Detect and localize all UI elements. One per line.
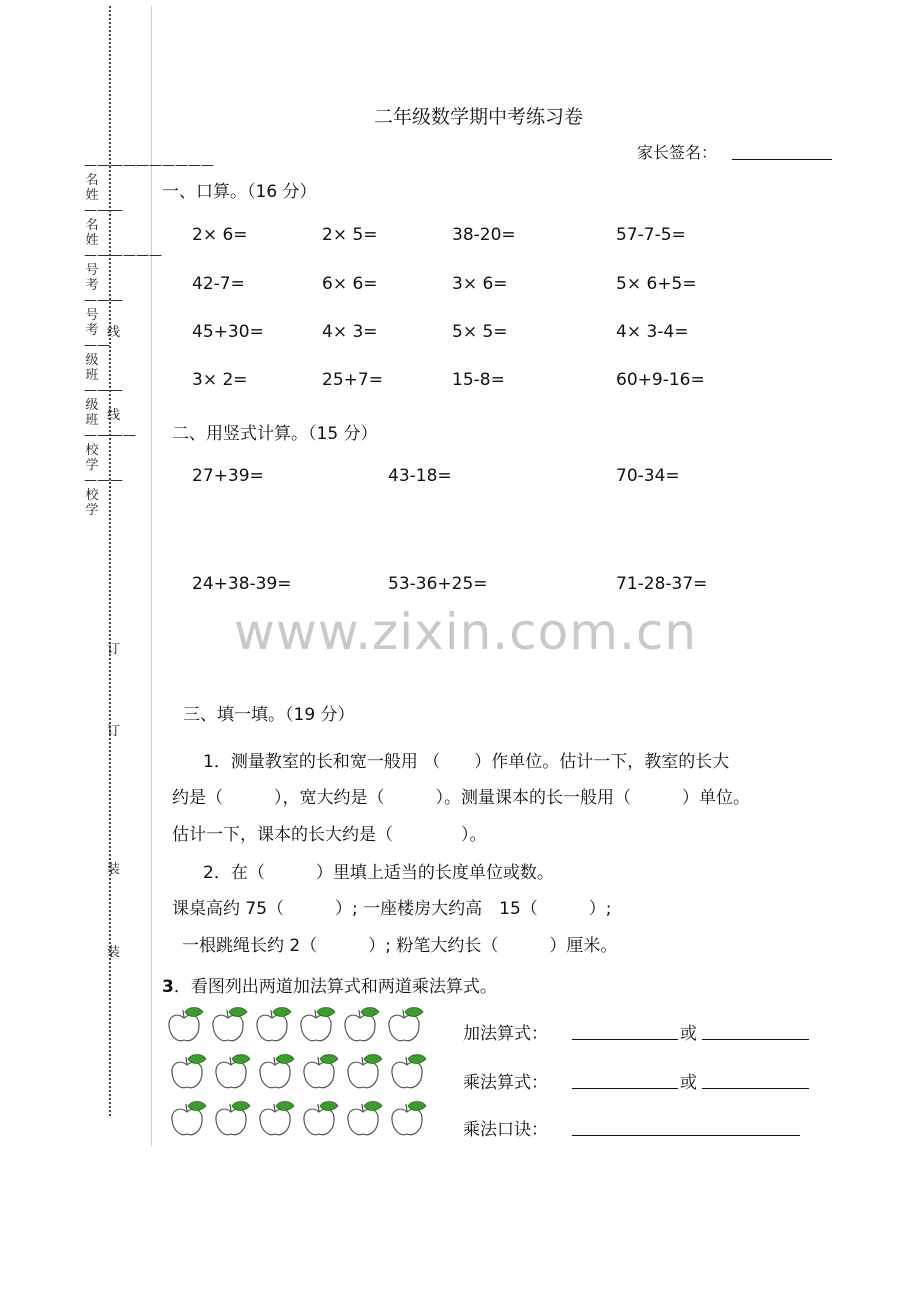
apple-icon xyxy=(168,1053,208,1093)
times-table-answer[interactable] xyxy=(572,1116,800,1136)
parent-signature-blank[interactable] xyxy=(732,142,832,160)
apple-icon xyxy=(341,1006,381,1046)
mental-math-item: 38-20= xyxy=(452,225,516,245)
mental-math-item: 3× 2= xyxy=(192,370,248,390)
mental-math-item: 5× 5= xyxy=(452,322,508,342)
apple-icon xyxy=(388,1100,428,1140)
apple-icon xyxy=(385,1006,425,1046)
mental-math-item: 4× 3-4= xyxy=(616,322,689,342)
mental-math-item: 5× 6+5= xyxy=(616,274,697,294)
q1-line1: 1．测量教室的长和宽一般用 （ ）作单位。估计一下，教室的长大 xyxy=(203,752,730,772)
mental-math-item: 4× 3= xyxy=(322,322,378,342)
q2-line1: 2．在（ ）里填上适当的长度单位或数。 xyxy=(203,863,554,883)
parent-signature-label: 家长签名： xyxy=(637,143,718,162)
or-word: 或 xyxy=(680,1073,697,1093)
mental-math-item: 60+9-16= xyxy=(616,370,705,390)
apple-icon xyxy=(344,1053,384,1093)
apple-icon xyxy=(300,1053,340,1093)
cut-mark-bind-1: 装 xyxy=(107,862,121,877)
apple-icon xyxy=(256,1100,296,1140)
q1-line2: 约是（ ），宽大约是（ ）。测量课本的长一般用（ ）单位。 xyxy=(172,788,750,808)
addition-answer-2[interactable] xyxy=(702,1020,809,1040)
vertical-calc-item: 27+39= xyxy=(192,466,264,486)
apple-icon xyxy=(297,1006,337,1046)
or-word: 或 xyxy=(680,1024,697,1044)
apple-icon xyxy=(212,1100,252,1140)
apple-grid xyxy=(165,1006,435,1146)
mental-math-item: 42-7= xyxy=(192,274,245,294)
multiplication-label: 乘法算式： xyxy=(463,1073,548,1093)
apple-icon xyxy=(300,1100,340,1140)
vertical-calc-item: 43-18= xyxy=(388,466,452,486)
cut-mark-staple-1: 订 xyxy=(107,642,121,657)
multiplication-answer-1[interactable] xyxy=(572,1069,678,1089)
cut-mark-bind-2: 装 xyxy=(107,945,121,960)
watermark: www.zixin.com.cn xyxy=(234,603,698,661)
apple-icon xyxy=(165,1006,205,1046)
apple-icon xyxy=(212,1053,252,1093)
multiplication-answer-2[interactable] xyxy=(702,1069,809,1089)
cut-mark-line-2: 线 xyxy=(107,408,121,423)
mental-math-item: 6× 6= xyxy=(322,274,378,294)
cut-mark-line-1: 线 xyxy=(107,325,121,340)
q1-line3: 估计一下，课本的长大约是（ ）。 xyxy=(172,825,487,845)
section3-heading: 三、填一填。（19 分） xyxy=(183,705,355,725)
apple-icon xyxy=(344,1100,384,1140)
q3-number: 3 xyxy=(162,977,174,997)
mental-math-item: 45+30= xyxy=(192,322,264,342)
vertical-calc-item: 24+38-39= xyxy=(192,574,292,594)
apple-icon xyxy=(253,1006,293,1046)
q3-text: ．看图列出两道加法算式和两道乘法算式。 xyxy=(173,977,497,997)
section2-heading: 二、用竖式计算。（15 分） xyxy=(172,424,378,444)
mental-math-item: 3× 6= xyxy=(452,274,508,294)
q2-line3: 一根跳绳长约 2（ ）; 粉笔大约长（ ）厘米。 xyxy=(182,936,618,956)
mental-math-item: 57-7-5= xyxy=(616,225,686,245)
apple-icon xyxy=(168,1100,208,1140)
vertical-calc-item: 53-36+25= xyxy=(388,574,488,594)
mental-math-item: 15-8= xyxy=(452,370,505,390)
binding-margin-text xyxy=(84,158,214,518)
binding-margin-label: ——————————名姓———名姓——————号考———号考——级班———级班————校学———校学 xyxy=(84,158,214,518)
vertical-calc-item: 71-28-37= xyxy=(616,574,708,594)
q2-line2: 课桌高约 75（ ）; 一座楼房大约高 15（ ）; xyxy=(172,899,612,919)
mental-math-item: 2× 5= xyxy=(322,225,378,245)
page-title: 二年级数学期中考练习卷 xyxy=(374,106,584,128)
q3-prompt xyxy=(162,972,497,997)
section1-heading: 一、口算。（16 分） xyxy=(162,182,317,202)
cut-mark-staple-2: 订 xyxy=(107,724,121,739)
mental-math-item: 25+7= xyxy=(322,370,383,390)
addition-answer-1[interactable] xyxy=(572,1020,678,1040)
margin-rule xyxy=(151,6,152,1146)
apple-icon xyxy=(256,1053,296,1093)
apple-icon xyxy=(388,1053,428,1093)
mental-math-item: 2× 6= xyxy=(192,225,248,245)
apple-icon xyxy=(209,1006,249,1046)
times-table-label: 乘法口诀： xyxy=(463,1120,548,1140)
vertical-calc-item: 70-34= xyxy=(616,466,680,486)
addition-label: 加法算式： xyxy=(463,1024,548,1044)
